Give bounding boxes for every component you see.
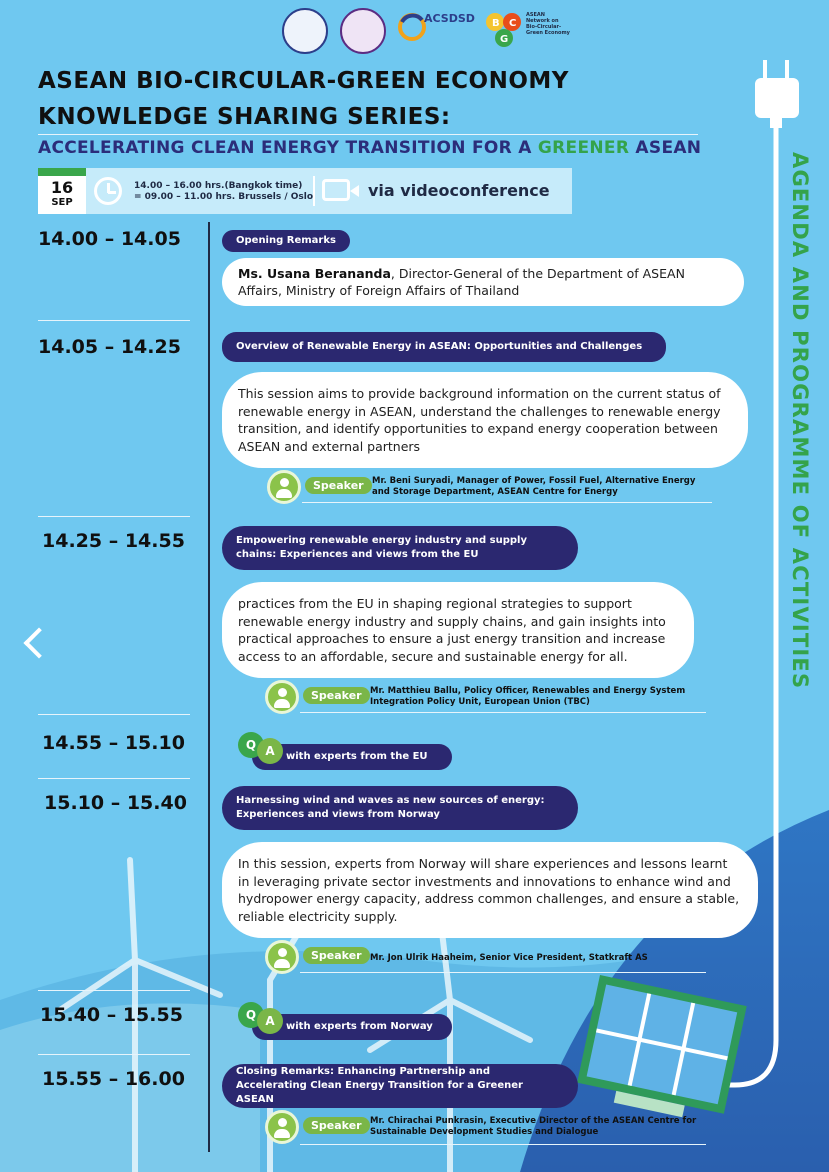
agenda-description (222, 582, 694, 678)
agenda-title: Harnessing wind and waves as new sources of energy: Experiences and views from Norway (222, 786, 578, 830)
bcg-circles-icon (484, 10, 524, 50)
speaker-name: Mr. Beni Suryadi, Manager of Power, Fossil Fuel, Alternative Energy and Storage Department, ASEAN Centre for Energy (372, 476, 696, 497)
agenda-time: 15.55 – 16.00 (42, 1068, 185, 1090)
agenda-time: 14.25 – 14.55 (42, 530, 185, 552)
speaker-label: Speaker (305, 477, 372, 494)
agenda-time: 15.40 – 15.55 (40, 1004, 183, 1026)
clock-icon (94, 177, 122, 205)
agenda-time: 14.05 – 14.25 (38, 336, 181, 358)
event-time (134, 181, 313, 203)
speaker-avatar-icon (267, 470, 301, 504)
answer-icon: A (257, 1008, 283, 1034)
agenda-title: Opening Remarks (222, 230, 350, 252)
speaker-label: Speaker (303, 687, 370, 704)
speaker-avatar-icon (265, 940, 299, 974)
speaker-divider (300, 972, 706, 973)
calendar-icon (38, 168, 86, 214)
speaker-divider (300, 712, 706, 713)
speaker-divider (300, 1144, 706, 1145)
svg-text:C: C (509, 18, 517, 29)
page-title-line2: KNOWLEDGE SHARING SERIES: (38, 104, 451, 130)
timeline-line (208, 222, 210, 1152)
info-divider (313, 176, 315, 206)
speaker-divider (302, 502, 712, 503)
bcg-logo-caption: ASEAN Network on Bio-Circular-Green Economy (526, 12, 570, 36)
subtitle-part2: ASEAN (629, 138, 702, 158)
speaker-label: Speaker (303, 1117, 370, 1134)
agenda-title: Closing Remarks: Enhancing Partnership and Accelerating Clean Energy Transition for a Greener ASEAN (222, 1064, 578, 1108)
agenda-description (222, 372, 748, 468)
time-divider (38, 714, 190, 715)
acsdsd-logo (398, 10, 478, 46)
event-day: 16 (50, 178, 74, 197)
time-divider (38, 320, 190, 321)
speaker-name: Mr. Chirachai Punkrasin, Executive Director of the ASEAN Centre for Sustainable Development Studies and Dialogue (370, 1116, 697, 1137)
speaker-avatar-icon (265, 680, 299, 714)
video-camera-icon (322, 179, 350, 201)
speaker-highlight: Ms. Usana Berananda (238, 265, 391, 281)
time-divider (38, 778, 190, 779)
page-title-line1: ASEAN BIO-CIRCULAR-GREEN ECONOMY (38, 68, 569, 94)
agenda-title: with experts from Norway (252, 1014, 452, 1040)
time-divider (38, 1054, 190, 1055)
event-time-bangkok: 14.00 – 16.00 hrs.(Bangkok time) (134, 181, 303, 191)
agenda-description (222, 258, 744, 306)
event-time-europe: = 09.00 – 11.00 hrs. Brussels / Oslo (134, 192, 314, 202)
acsdsd-swirl-icon (398, 10, 426, 44)
acsdsd-logo-text: ACSDSD (424, 12, 475, 25)
agenda-title: with experts from the EU (252, 744, 452, 770)
asean-seal-logo (282, 8, 328, 54)
agenda-description-text: This session aims to provide background information on the current status of renewable energy in ASEAN, understand the challenges to renewable energy transition, and identify opportunities to expand energy cooperation between ASEAN and external partners (238, 386, 721, 454)
agenda-description-rest: , Director-General of the Department of ASEAN Affairs, Ministry of Foreign Affairs of Thailand (238, 265, 685, 298)
subtitle-greener: GREENER (537, 138, 630, 158)
page-subtitle (38, 138, 701, 158)
agenda-description-text (238, 265, 728, 300)
question-icon: Q (238, 732, 264, 758)
agenda-time: 14.00 – 14.05 (38, 228, 181, 250)
speaker-name: Mr. Matthieu Ballu, Policy Officer, Renewables and Energy System Integration Policy Unit, European Union (TBC) (370, 686, 686, 707)
side-title: AGENDA AND PROGRAMME OF ACTIVITIES (788, 152, 812, 690)
agenda-title: Overview of Renewable Energy in ASEAN: Opportunities and Challenges (222, 332, 666, 362)
question-icon: Q (238, 1002, 264, 1028)
bcg-logo (484, 10, 574, 50)
speaker-label: Speaker (303, 947, 370, 964)
time-divider (38, 990, 190, 991)
event-mode: via videoconference (368, 181, 550, 200)
svg-text:G: G (500, 34, 509, 45)
answer-icon: A (257, 738, 283, 764)
agenda-time: 14.55 – 15.10 (42, 732, 185, 754)
agenda-description-text: In this session, experts from Norway will share experiences and lessons learnt in leveraging private sector investments and innovations to enhance wind and hydropower energy capacity, address common challenges, and ensure a stable, reliable electricity supply. (238, 856, 740, 924)
event-month: SEP (51, 197, 73, 208)
speaker-avatar-icon (265, 1110, 299, 1144)
agenda-title: Empowering renewable energy industry and supply chains: Experiences and views from the EU (222, 526, 578, 570)
title-divider (38, 134, 698, 135)
speaker-name: Mr. Jon Ulrik Haaheim, Senior Vice President, Statkraft AS (370, 953, 648, 963)
subtitle-part1: ACCELERATING CLEAN ENERGY TRANSITION FOR A (38, 138, 538, 158)
thailand-mfa-seal-logo (340, 8, 386, 54)
agenda-description (222, 842, 758, 938)
agenda-description-text: practices from the EU in shaping regional strategies to support renewable energy industry and supply chains, and gain insights into practical approaches to ensure a just energy transition and increase access to an affordable, secure and sustainable energy for all. (238, 596, 666, 664)
agenda-time: 15.10 – 15.40 (44, 792, 187, 814)
time-divider (38, 516, 190, 517)
svg-text:B: B (492, 18, 500, 29)
